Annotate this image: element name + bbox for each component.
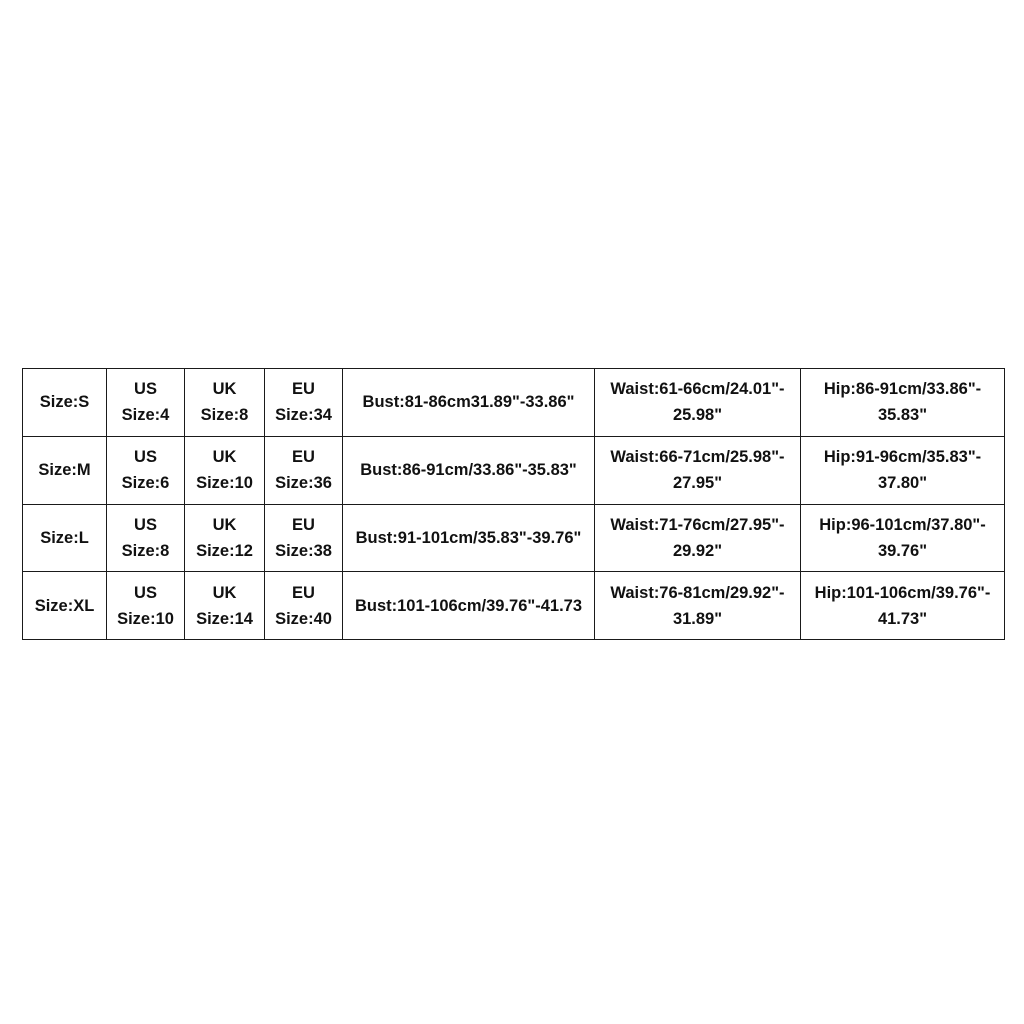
table-row	[23, 504, 1005, 572]
size-cell: Size:M	[23, 436, 107, 504]
size-cell: Size:S	[23, 369, 107, 437]
eu-size-cell: EU Size:34	[265, 369, 343, 437]
eu-size-cell: EU Size:38	[265, 504, 343, 572]
uk-size-cell: UK Size:8	[185, 369, 265, 437]
size-chart-table	[22, 368, 1005, 640]
eu-size-cell: EU Size:36	[265, 436, 343, 504]
uk-size-cell: UK Size:12	[185, 504, 265, 572]
us-size-cell: US Size:10	[107, 572, 185, 640]
hip-cell: Hip:91-96cm/35.83"- 37.80"	[801, 436, 1005, 504]
waist-cell: Waist:66-71cm/25.98"- 27.95"	[595, 436, 801, 504]
bust-cell: Bust:86-91cm/33.86"-35.83"	[343, 436, 595, 504]
size-cell: Size:XL	[23, 572, 107, 640]
hip-cell: Hip:96-101cm/37.80"- 39.76"	[801, 504, 1005, 572]
bust-cell: Bust:101-106cm/39.76"-41.73	[343, 572, 595, 640]
waist-cell: Waist:61-66cm/24.01"- 25.98"	[595, 369, 801, 437]
uk-size-cell: UK Size:14	[185, 572, 265, 640]
size-cell: Size:L	[23, 504, 107, 572]
uk-size-cell: UK Size:10	[185, 436, 265, 504]
table-row	[23, 369, 1005, 437]
hip-cell: Hip:101-106cm/39.76"- 41.73"	[801, 572, 1005, 640]
table-row	[23, 436, 1005, 504]
us-size-cell: US Size:4	[107, 369, 185, 437]
bust-cell: Bust:81-86cm31.89"-33.86"	[343, 369, 595, 437]
bust-cell: Bust:91-101cm/35.83"-39.76"	[343, 504, 595, 572]
table-row	[23, 572, 1005, 640]
eu-size-cell: EU Size:40	[265, 572, 343, 640]
waist-cell: Waist:76-81cm/29.92"- 31.89"	[595, 572, 801, 640]
us-size-cell: US Size:6	[107, 436, 185, 504]
us-size-cell: US Size:8	[107, 504, 185, 572]
hip-cell: Hip:86-91cm/33.86"- 35.83"	[801, 369, 1005, 437]
waist-cell: Waist:71-76cm/27.95"- 29.92"	[595, 504, 801, 572]
